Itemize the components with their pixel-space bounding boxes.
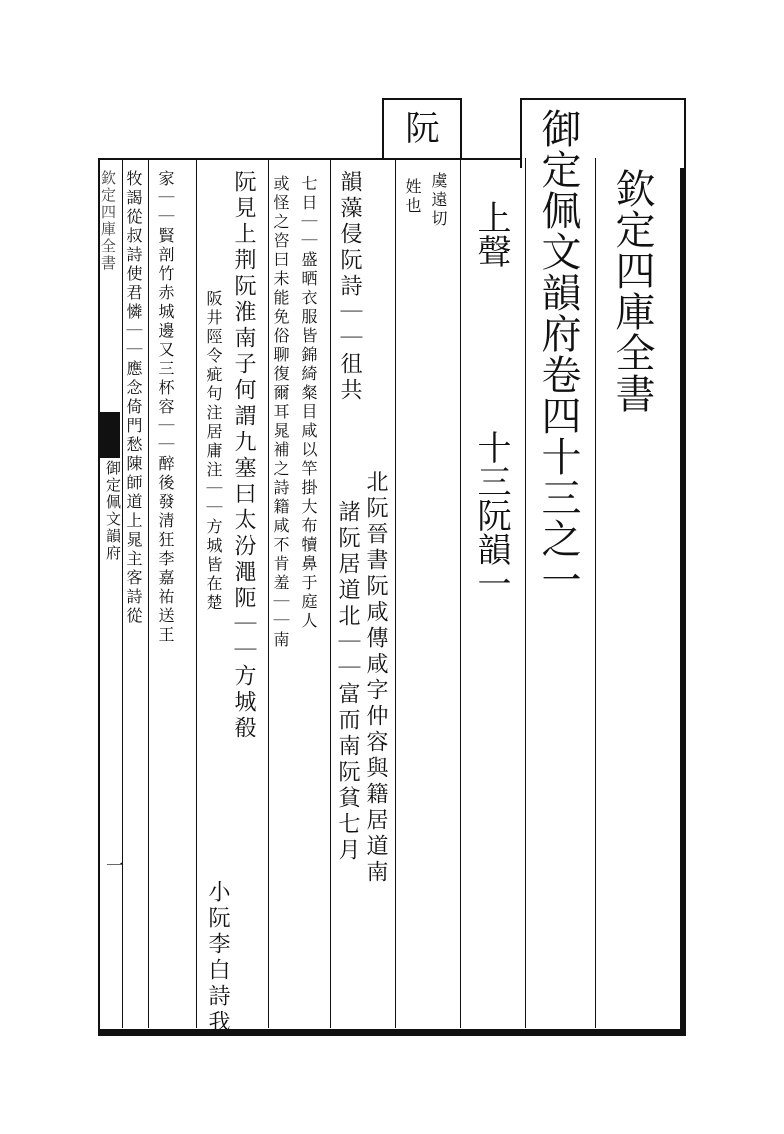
fanqie: 虞遠切 — [429, 172, 448, 229]
column-rule — [122, 158, 123, 1028]
text-column: 阮見上荆阮淮南子何謂九塞曰太汾澠阨｜｜方城殽 — [231, 170, 256, 742]
column-rule — [196, 158, 197, 1028]
note: 姓也 — [403, 178, 422, 216]
column-rule — [595, 158, 596, 1028]
column-rule — [460, 158, 461, 1028]
text-column: 小阮李白詩我 — [205, 880, 230, 1036]
column-rule — [148, 158, 149, 1028]
library-title: 欽定四庫全書 — [609, 168, 655, 414]
page-number: 一 — [103, 856, 124, 874]
column-rule — [330, 158, 331, 1028]
column-rule — [525, 158, 526, 1028]
text-column: 阪井陘令疵句注居庸注｜｜方城皆在楚 — [204, 290, 223, 613]
column-rule — [268, 158, 269, 1028]
text-column: 韻藻侵阮詩｜｜徂共 — [337, 170, 362, 404]
text-column: 或怪之咨曰未能免俗聊復爾耳晁補之詩籍咸不肯羞｜｜南 — [271, 175, 290, 650]
text-column: 家｜｜賢剖竹赤城邊又三杯容｜｜醉後發清狂李嘉祐送王 — [156, 170, 175, 645]
column-rule — [395, 158, 396, 1028]
text-column: 七日｜｜盛晒衣服皆錦綺粲目咸以竿掛大布犢鼻于庭人 — [299, 175, 318, 631]
page-frame — [98, 158, 686, 1036]
rhyme-group: 十三阮韻一 — [471, 430, 511, 600]
book-title: 御定佩文韻府卷四十三之一 — [535, 108, 581, 600]
tone-label: 上聲 — [471, 200, 511, 268]
fold-marker — [98, 412, 120, 458]
text-column: 北阮晉書阮咸傳咸字仲容與籍居道南 — [363, 470, 388, 886]
text-column: 諸阮居道北｜｜富而南阮貧七月 — [335, 500, 360, 864]
fold-book-label: 御定佩文韻府 — [104, 460, 122, 562]
text-column: 牧謁從叔詩使君憐｜｜應念倚門愁陳師道上晁主客詩從 — [124, 170, 143, 626]
head-char: 阮 — [399, 110, 439, 144]
prev-page-fragment: 欽定四庫全書 — [99, 170, 117, 272]
